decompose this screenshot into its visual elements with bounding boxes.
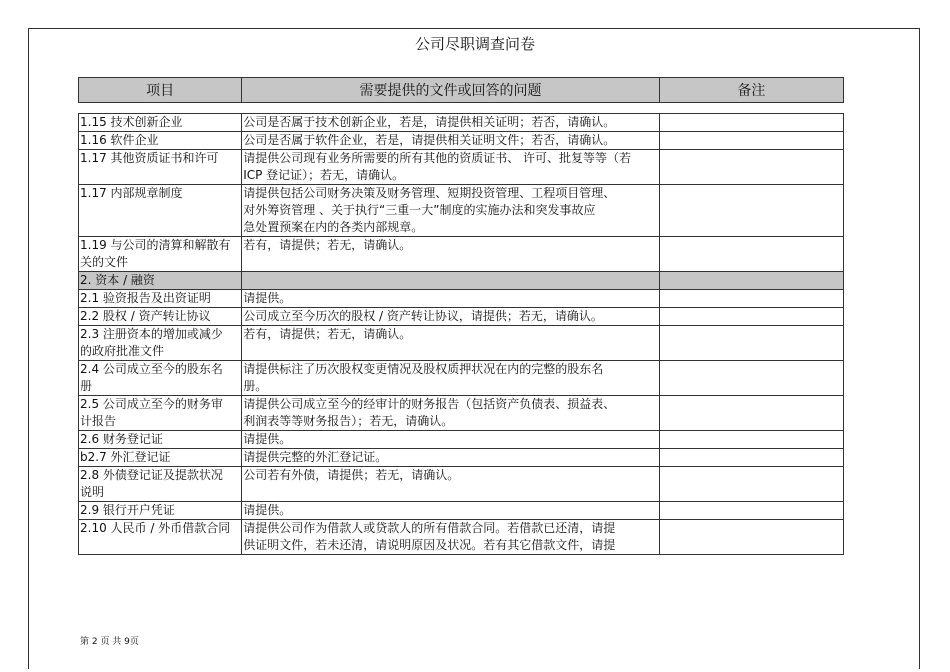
row-note-cell	[659, 520, 843, 555]
section-row	[79, 272, 844, 290]
row-note-cell	[659, 361, 843, 396]
page-title: 公司尽职调查问卷	[414, 35, 535, 53]
row-item-cell: 1.17 内部规章制度	[79, 185, 242, 237]
row-question-cell: 请提供完整的外汇登记证。	[242, 449, 660, 467]
table-row	[79, 185, 844, 237]
row-note-cell	[659, 290, 843, 308]
row-note-cell	[659, 431, 843, 449]
table-row	[79, 502, 844, 520]
row-question-cell: 若有，请提供；若无，请确认。	[242, 326, 660, 361]
table-row	[79, 237, 844, 272]
table-row	[79, 361, 844, 396]
row-note-cell	[659, 467, 843, 502]
row-question-cell: 请提供。	[242, 502, 660, 520]
row-item-cell: 2.10 人民币 / 外币借款合同	[79, 520, 242, 555]
column-header-item: 项目	[79, 78, 242, 103]
row-question-cell: 若有，请提供；若无，请确认。	[242, 237, 660, 272]
table-row	[79, 520, 844, 555]
row-note-cell	[659, 272, 843, 290]
row-item-cell: 2.3 注册资本的增加或减少 的政府批准文件	[79, 326, 242, 361]
row-item-cell: 2.9 银行开户凭证	[79, 502, 242, 520]
column-header-note: 备注	[659, 78, 843, 103]
row-item-cell: 1.16 软件企业	[79, 132, 242, 150]
table-row	[79, 308, 844, 326]
row-item-cell: 2.2 股权 / 资产转让协议	[79, 308, 242, 326]
table-row	[79, 114, 844, 132]
table-row	[79, 467, 844, 502]
row-item-cell: 2.6 财务登记证	[79, 431, 242, 449]
row-question-cell: 请提供公司成立至今的经审计的财务报告（包括资产负债表、损益表、 利润表等等财务报告）；若无，请确认。	[242, 396, 660, 431]
row-item-cell: 1.19 与公司的清算和解散有 关的文件	[79, 237, 242, 272]
row-question-cell: 公司是否属于技术创新企业，若是，请提供相关证明；若否，请确认。	[242, 114, 660, 132]
questionnaire-table	[78, 113, 844, 555]
row-question-cell: 请提供。	[242, 290, 660, 308]
row-question-cell: 请提供标注了历次股权变更情况及股权质押状况在内的完整的股东名 册。	[242, 361, 660, 396]
row-note-cell	[659, 308, 843, 326]
row-item-cell: 2.8 外债登记证及提款状况 说明	[79, 467, 242, 502]
row-note-cell	[659, 502, 843, 520]
column-header-question: 需要提供的文件或回答的问题	[242, 78, 660, 103]
row-note-cell	[659, 237, 843, 272]
row-note-cell	[659, 185, 843, 237]
table-row	[79, 150, 844, 185]
row-question-cell: 公司若有外债，请提供；若无，请确认。	[242, 467, 660, 502]
table-row	[79, 431, 844, 449]
row-note-cell	[659, 449, 843, 467]
row-question-cell: 公司是否属于软件企业，若是，请提供相关证明文件；若否，请确认。	[242, 132, 660, 150]
row-item-cell: 2.1 验资报告及出资证明	[79, 290, 242, 308]
table-row	[79, 449, 844, 467]
row-note-cell	[659, 326, 843, 361]
row-question-cell: 请提供。	[242, 431, 660, 449]
row-note-cell	[659, 396, 843, 431]
row-item-cell: 2.5 公司成立至今的财务审 计报告	[79, 396, 242, 431]
row-question-cell	[242, 272, 660, 290]
row-question-cell: 公司成立至今历次的股权 / 资产转让协议，请提供；若无，请确认。	[242, 308, 660, 326]
row-item-cell: 2. 资本 / 融资	[79, 272, 242, 290]
row-question-cell: 请提供包括公司财务决策及财务管理、短期投资管理、工程项目管理、 对外筹资管理 、关于执行“三重一大”制度的实施办法和突发事故应 急处置预案在内的各类内部规章。	[242, 185, 660, 237]
page-footer: 第 2 页 共 9页	[80, 637, 139, 647]
row-item-cell: 1.17 其他资质证书和许可	[79, 150, 242, 185]
table-row	[79, 132, 844, 150]
row-question-cell: 请提供公司现有业务所需要的所有其他的资质证书、 许可、批复等等（若 ICP 登记证）；若无，请确认。	[242, 150, 660, 185]
row-note-cell	[659, 114, 843, 132]
table-row	[79, 326, 844, 361]
row-item-cell: b2.7 外汇登记证	[79, 449, 242, 467]
table-header	[78, 77, 844, 103]
row-item-cell: 2.4 公司成立至今的股东名 册	[79, 361, 242, 396]
row-note-cell	[659, 150, 843, 185]
table-row	[79, 290, 844, 308]
row-item-cell: 1.15 技术创新企业	[79, 114, 242, 132]
row-note-cell	[659, 132, 843, 150]
table-row	[79, 396, 844, 431]
row-question-cell: 请提供公司作为借款人或贷款人的所有借款合同。若借款已还清，请提 供证明文件，若未还清，请说明原因及状况。若有其它借款文件，请提	[242, 520, 660, 555]
